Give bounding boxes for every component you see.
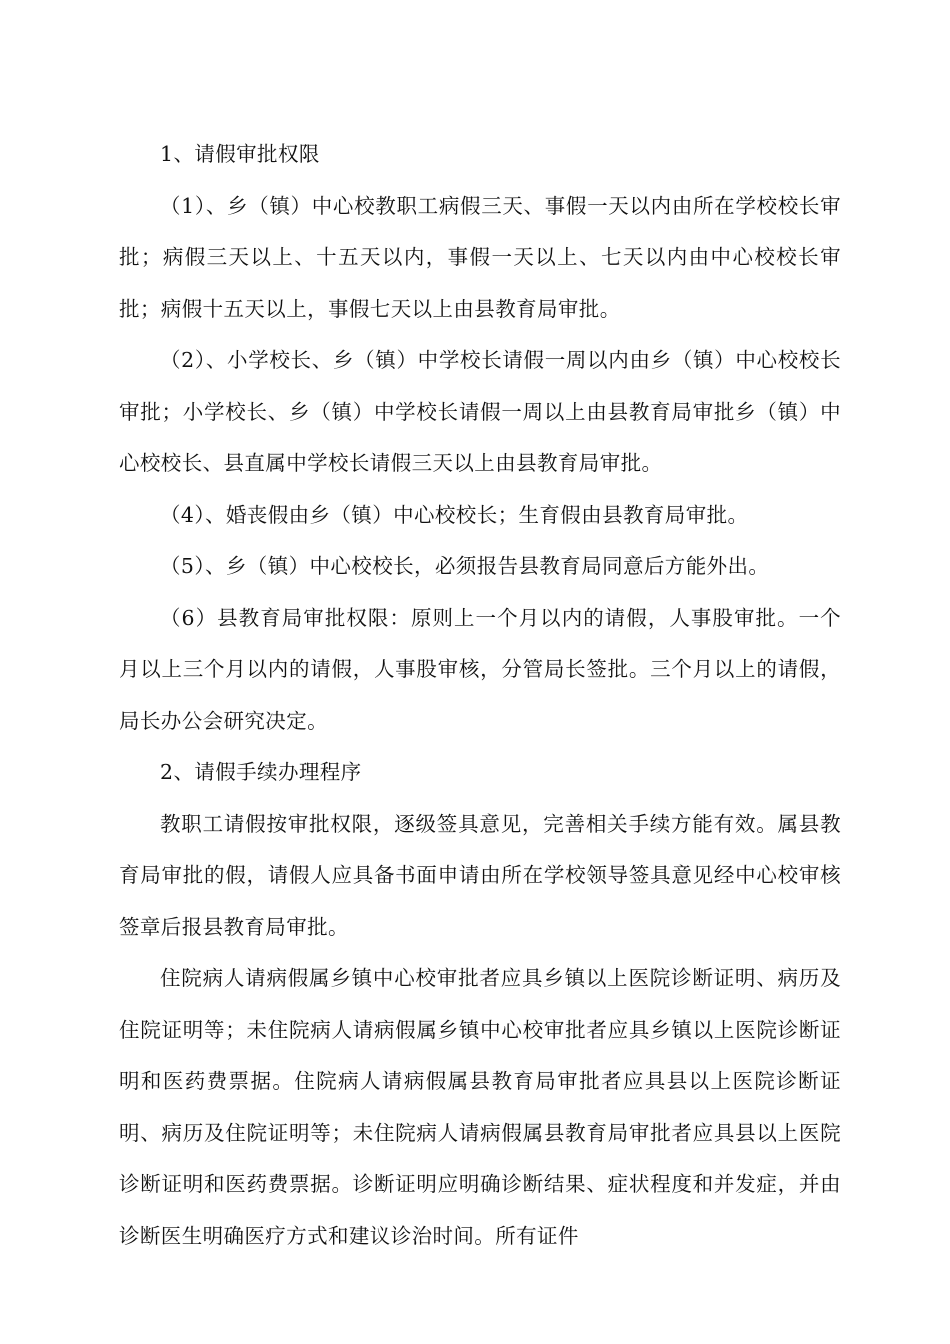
paragraph-item-5: （5）、乡（镇）中心校校长，必须报告县教育局同意后方能外出。 [160,554,770,578]
paragraph-item-1: （1）、乡（镇）中心校教职工病假三天、事假一天以内由所在学校校长审批；病假三天以上、十五天以内，事假一天以上、七天以内由中心校校长审批；病假十五天以上，事假七天以上由县教育局审批。 [119,193,841,321]
paragraph-procedure: 教职工请假按审批权限，逐级签具意见，完善相关手续方能有效。属县教育局审批的假，请假人应具备书面申请由所在学校领导签具意见经中心校审核签章后报县教育局审批。 [119,811,841,939]
section-heading-leave-approval-authority: 1、请假审批权限 [160,142,320,166]
section-heading-leave-procedure: 2、请假手续办理程序 [160,760,362,784]
paragraph-item-4: （4）、婚丧假由乡（镇）中心校校长；生育假由县教育局审批。 [160,502,749,527]
paragraph-sick-leave: 住院病人请病假属乡镇中心校审批者应具乡镇以上医院诊断证明、病历及住院证明等；未住院病人请病假属乡镇中心校审批者应具乡镇以上医院诊断证明和医药费票据。住院病人请病假属县教育局审批者应具县以上医院诊断证明、病历及住院证明等；未住院病人请病假属县教育局审批者应具县以上医院诊断证明和医药费票据。诊断证明应明确诊断结果、症状程度和并发症，并由诊断医生明确医疗方式和建议诊治时间。所有证件 [119,966,841,1248]
paragraph-item-6: （6）县教育局审批权限：原则上一个月以内的请假，人事股审批。一个月以上三个月以内的请假，人事股审核，分管局长签批。三个月以上的请假，局长办公会研究决定。 [119,605,841,733]
document-body [119,129,841,1262]
paragraph-item-2: （2）、小学校长、乡（镇）中学校长请假一周以内由乡（镇）中心校校长审批；小学校长、乡（镇）中学校长请假一周以上由县教育局审批乡（镇）中心校校长、县直属中学校长请假三天以上由县教育局审批。 [119,348,841,475]
